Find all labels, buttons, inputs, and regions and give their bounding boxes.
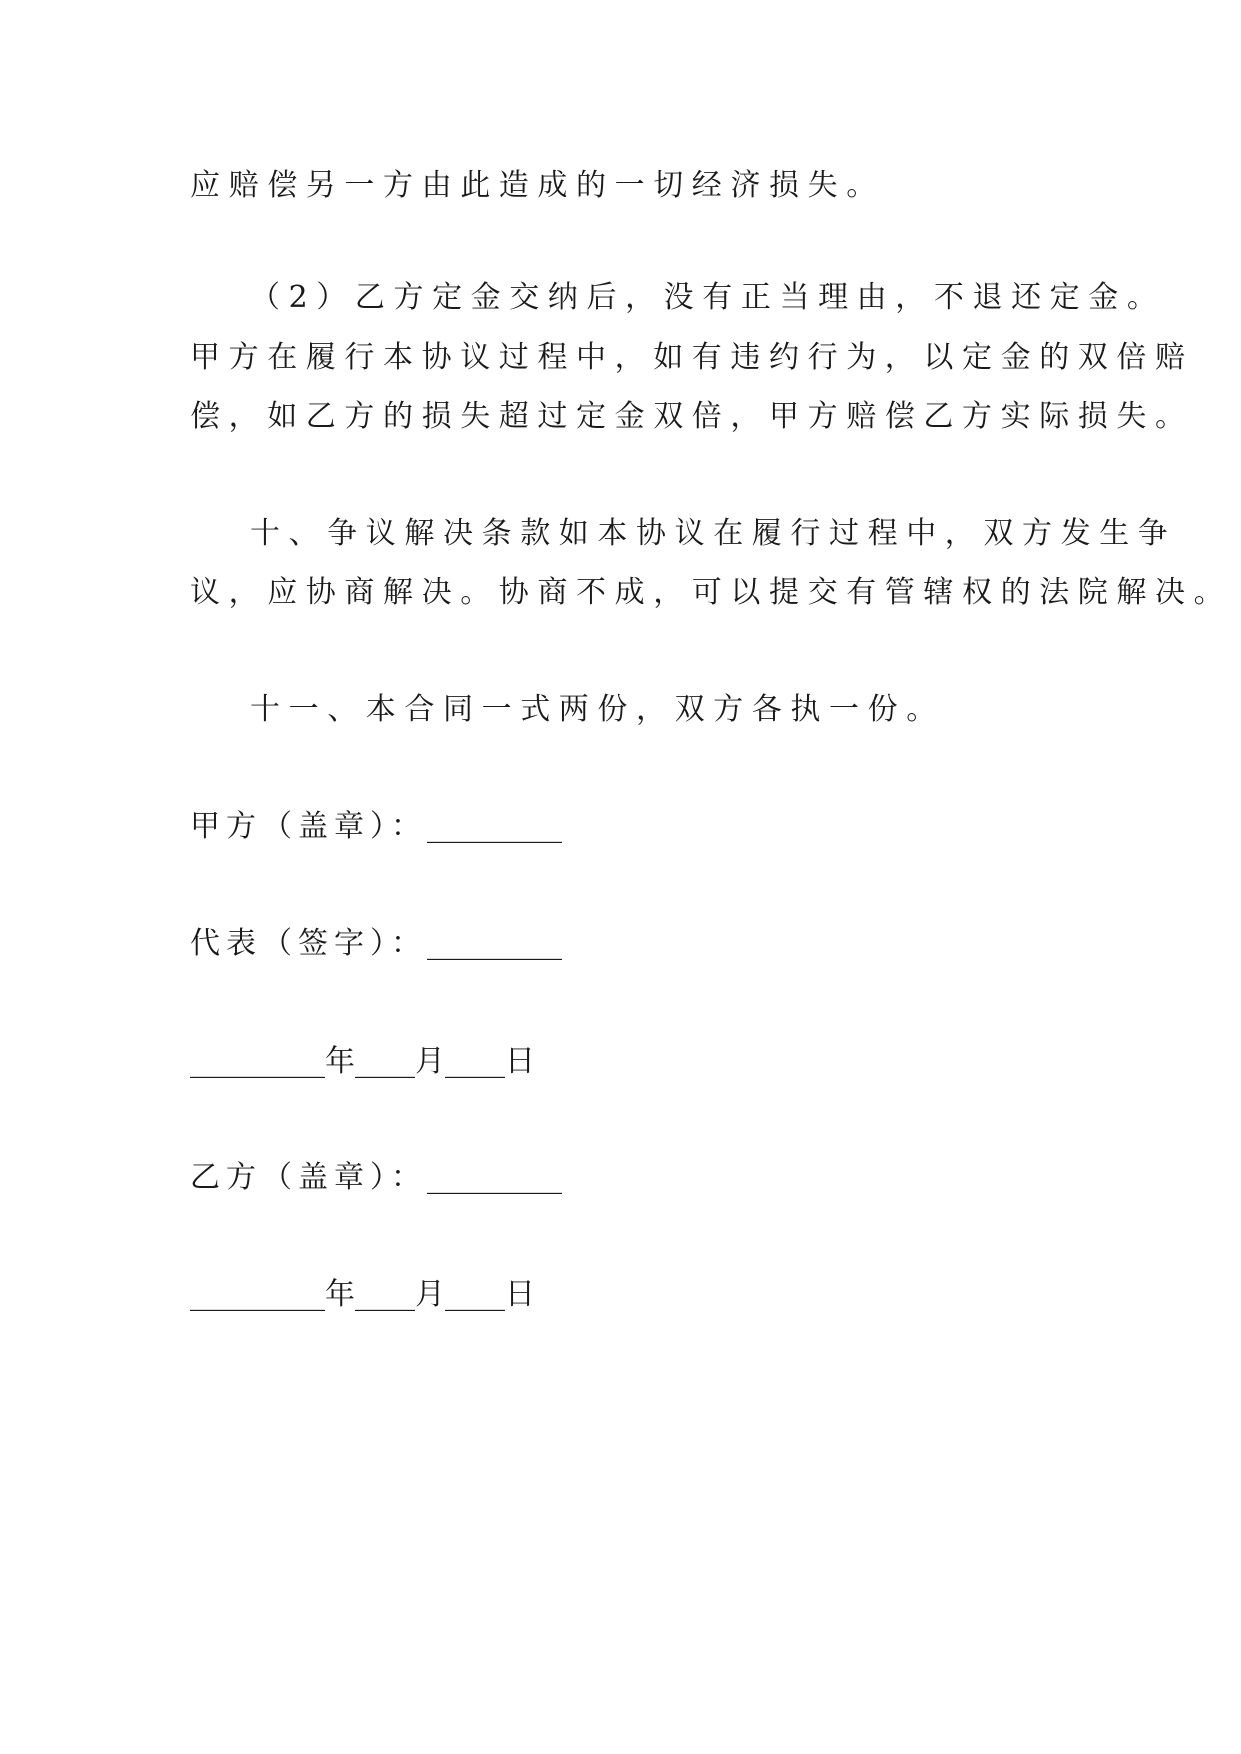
paragraph-line: 应赔偿另一方由此造成的一切经济损失。 — [190, 168, 885, 203]
party-b-seal-line — [190, 1160, 562, 1196]
representative-label: 代表（签字）： — [190, 926, 427, 961]
date-line-1: _________年____月____日 — [190, 1044, 535, 1079]
party-b-blank: _________ — [427, 1160, 562, 1195]
party-a-label: 甲方（盖章）： — [190, 809, 427, 844]
paragraph-line: 十、争议解决条款如本协议在履行过程中，双方发生争 — [250, 516, 1177, 551]
paragraph-line: 偿，如乙方的损失超过定金双倍，甲方赔偿乙方实际损失。 — [190, 399, 1194, 434]
paragraph-line: 十一、本合同一式两份，双方各执一份。 — [250, 692, 945, 727]
party-a-seal-line — [190, 809, 562, 845]
party-b-label: 乙方（盖章）： — [190, 1160, 427, 1195]
paragraph-line: （2）乙方定金交纳后，没有正当理由，不退还定金。 — [250, 280, 1166, 315]
party-a-blank: _________ — [427, 809, 562, 844]
paragraph-line: 议，应协商解决。协商不成，可以提交有管辖权的法院解决。 — [190, 575, 1233, 610]
representative-sign-line — [190, 926, 562, 962]
representative-blank: _________ — [427, 926, 562, 961]
paragraph-line: 甲方在履行本协议过程中，如有违约行为，以定金的双倍赔 — [190, 340, 1194, 375]
date-line-2: _________年____月____日 — [190, 1277, 535, 1312]
